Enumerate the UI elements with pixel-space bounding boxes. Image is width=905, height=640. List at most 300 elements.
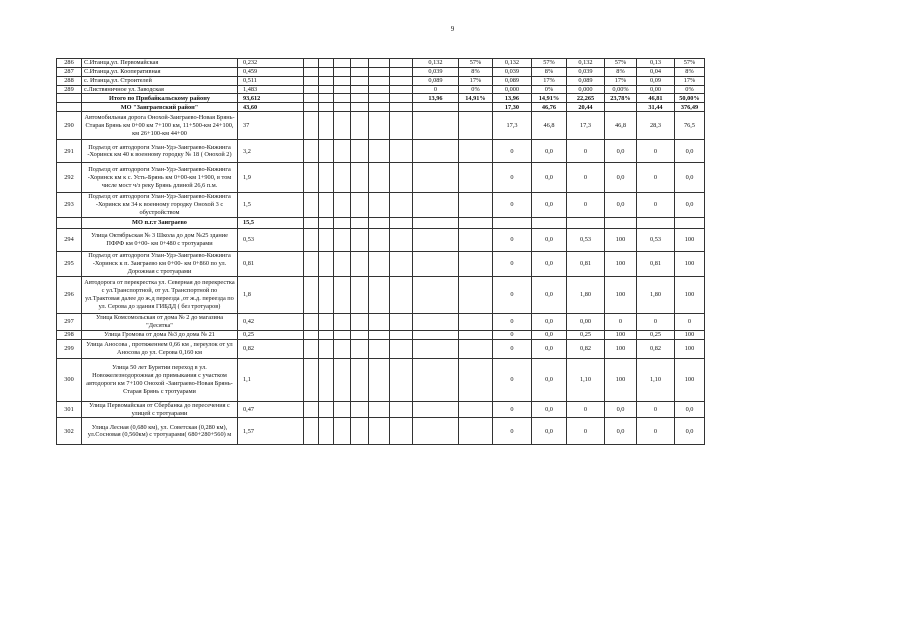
empty-cell <box>334 112 351 140</box>
value-cell: 100 <box>675 277 705 314</box>
value-cell <box>413 330 459 339</box>
row-number-cell: 288 <box>57 76 82 85</box>
road-name-cell: Улица Комсомольская от дома № 2 до магазина "Десятка" <box>82 314 238 331</box>
empty-cell <box>304 339 319 358</box>
empty-cell <box>351 163 369 193</box>
table-row <box>57 401 777 418</box>
value-cell: 0,0 <box>605 418 637 445</box>
value-cell: 0,0 <box>532 193 567 218</box>
value-cell: 17% <box>675 76 705 85</box>
empty-cell <box>369 218 390 229</box>
value-cell: 46,8 <box>605 112 637 140</box>
length-cell: 0,511 <box>238 76 304 85</box>
empty-cell <box>319 140 334 163</box>
value-cell: 0,0 <box>532 358 567 401</box>
empty-cell <box>304 103 319 112</box>
empty-cell <box>334 140 351 163</box>
value-cell: 0 <box>493 163 532 193</box>
value-cell: 57% <box>459 59 493 68</box>
value-cell: 46,81 <box>637 94 675 103</box>
value-cell: 0,132 <box>493 59 532 68</box>
empty-cell <box>304 140 319 163</box>
empty-cell <box>319 229 334 252</box>
value-cell: 14,91% <box>459 94 493 103</box>
value-cell: 0 <box>637 163 675 193</box>
empty-cell <box>369 94 390 103</box>
value-cell: 0 <box>637 401 675 418</box>
value-cell: 17,30 <box>493 103 532 112</box>
road-name-cell: МО "Заиграевский район" <box>82 103 238 112</box>
empty-cell <box>334 277 351 314</box>
empty-cell <box>369 330 390 339</box>
value-cell: 0,0 <box>605 140 637 163</box>
length-cell: 15,5 <box>238 218 304 229</box>
value-cell: 13,96 <box>493 94 532 103</box>
empty-cell <box>369 401 390 418</box>
row-number-cell: 292 <box>57 163 82 193</box>
row-number-cell: 291 <box>57 140 82 163</box>
value-cell: 376,49 <box>675 103 705 112</box>
value-cell: 0,0 <box>675 418 705 445</box>
empty-cell <box>351 140 369 163</box>
value-cell: 100 <box>675 330 705 339</box>
empty-cell <box>351 358 369 401</box>
value-cell: 0,25 <box>637 330 675 339</box>
value-cell: 0,81 <box>637 252 675 277</box>
empty-cell <box>390 67 413 76</box>
value-cell: 0,0 <box>532 330 567 339</box>
empty-cell <box>351 418 369 445</box>
value-cell: 17,3 <box>567 112 605 140</box>
value-cell: 0 <box>637 418 675 445</box>
empty-cell <box>334 76 351 85</box>
empty-cell <box>369 103 390 112</box>
value-cell: 100 <box>675 229 705 252</box>
empty-cell <box>319 163 334 193</box>
value-cell: 0,82 <box>567 339 605 358</box>
table-row <box>57 85 777 94</box>
value-cell: 0 <box>567 401 605 418</box>
table-row <box>57 163 777 193</box>
empty-cell <box>390 85 413 94</box>
empty-cell <box>390 140 413 163</box>
value-cell: 0,039 <box>493 67 532 76</box>
value-cell: 0 <box>493 339 532 358</box>
empty-cell <box>334 401 351 418</box>
row-number-cell <box>57 103 82 112</box>
empty-cell <box>319 401 334 418</box>
value-cell <box>532 218 567 229</box>
value-cell: 0,132 <box>567 59 605 68</box>
empty-cell <box>304 85 319 94</box>
length-cell: 1,5 <box>238 193 304 218</box>
value-cell: 0 <box>637 193 675 218</box>
value-cell <box>413 218 459 229</box>
value-cell: 57% <box>532 59 567 68</box>
row-number-cell: 298 <box>57 330 82 339</box>
empty-cell <box>390 330 413 339</box>
value-cell: 57% <box>675 59 705 68</box>
value-cell <box>413 339 459 358</box>
value-cell: 76,5 <box>675 112 705 140</box>
value-cell: 17% <box>459 76 493 85</box>
road-name-cell: Улица Октябрьская № 3 Школа до дом №25 здание ПФРФ км 0+00- км 0+480 с тротуарами <box>82 229 238 252</box>
row-number-cell: 293 <box>57 193 82 218</box>
value-cell <box>413 314 459 331</box>
value-cell: 0,13 <box>637 59 675 68</box>
value-cell <box>413 277 459 314</box>
value-cell: 0 <box>567 163 605 193</box>
empty-cell <box>304 193 319 218</box>
value-cell <box>459 330 493 339</box>
empty-cell <box>351 94 369 103</box>
value-cell: 31,44 <box>637 103 675 112</box>
empty-cell <box>369 229 390 252</box>
value-cell: 0 <box>675 314 705 331</box>
value-cell <box>459 229 493 252</box>
empty-cell <box>334 103 351 112</box>
road-name-cell: Подъезд от автодороги Улан-Удэ-Заиграево-Кижинга -Хоринск км 40 к военному городку № 18 ( Онохой 2) <box>82 140 238 163</box>
length-cell: 0,42 <box>238 314 304 331</box>
value-cell <box>459 103 493 112</box>
value-cell: 0,0 <box>532 140 567 163</box>
value-cell: 100 <box>605 339 637 358</box>
length-cell: 1,57 <box>238 418 304 445</box>
empty-cell <box>334 59 351 68</box>
length-cell: 93,612 <box>238 94 304 103</box>
value-cell: 100 <box>605 358 637 401</box>
empty-cell <box>369 252 390 277</box>
value-cell: 0,0 <box>605 163 637 193</box>
value-cell: 0,0 <box>532 401 567 418</box>
value-cell: 0,0 <box>675 193 705 218</box>
value-cell: 1,10 <box>637 358 675 401</box>
table-row <box>57 339 777 358</box>
length-cell: 0,459 <box>238 67 304 76</box>
road-name-cell: Подъезд от автодороги Улан-Удэ-Заиграево-Кижинга -Хоринск км к с. Усть-Брянь км 0+00-км 1+900, в том числе мост ч/з реку Брянь длиной 26,6 п.м. <box>82 163 238 193</box>
length-cell: 1,483 <box>238 85 304 94</box>
value-cell: 8% <box>605 67 637 76</box>
value-cell <box>459 218 493 229</box>
road-name-cell: Улица 50 лет Бурятии переход в ул. Новожелезнодорожная до примыкания с участком автодороги км 7+100 Онохой -Заиграево-Новая Брянь-Старая Брянь с тротуарами <box>82 358 238 401</box>
value-cell: 0% <box>675 85 705 94</box>
value-cell: 0 <box>493 358 532 401</box>
value-cell: 46,76 <box>532 103 567 112</box>
empty-cell <box>319 59 334 68</box>
row-number-cell: 299 <box>57 339 82 358</box>
empty-cell <box>351 252 369 277</box>
row-number-cell: 287 <box>57 67 82 76</box>
length-cell: 0,25 <box>238 330 304 339</box>
value-cell: 22,265 <box>567 94 605 103</box>
value-cell: 0 <box>637 314 675 331</box>
value-cell <box>637 218 675 229</box>
value-cell: 0,0 <box>605 193 637 218</box>
table-row <box>57 277 777 314</box>
road-name-cell: с. Итанца,ул. Строителей <box>82 76 238 85</box>
value-cell <box>459 140 493 163</box>
value-cell: 46,8 <box>532 112 567 140</box>
row-number-cell: 286 <box>57 59 82 68</box>
road-name-cell: Улица Первомайская от Сбербанка до пересечения с улицей с тротуарами <box>82 401 238 418</box>
value-cell: 100 <box>605 277 637 314</box>
value-cell <box>459 314 493 331</box>
empty-cell <box>319 218 334 229</box>
value-cell: 8% <box>532 67 567 76</box>
value-cell: 0,0 <box>532 314 567 331</box>
empty-cell <box>304 59 319 68</box>
empty-cell <box>390 218 413 229</box>
value-cell: 0% <box>459 85 493 94</box>
value-cell: 0 <box>493 193 532 218</box>
value-cell: 0,0 <box>532 252 567 277</box>
empty-cell <box>351 314 369 331</box>
row-number-cell: 300 <box>57 358 82 401</box>
value-cell <box>413 112 459 140</box>
value-cell: 0% <box>532 85 567 94</box>
empty-cell <box>351 85 369 94</box>
empty-cell <box>304 358 319 401</box>
row-number-cell <box>57 94 82 103</box>
empty-cell <box>369 418 390 445</box>
value-cell: 0 <box>567 193 605 218</box>
road-name-cell: Подъезд от автодороги Улан-Удэ-Заиграево-Кижинга -Хоринск км 34 к военному городку Онохой 3 с обустройством <box>82 193 238 218</box>
value-cell <box>459 193 493 218</box>
empty-cell <box>369 112 390 140</box>
empty-cell <box>334 85 351 94</box>
road-name-cell: Улица Аносова , протяженнем 0,66 км , переулок от ул Аносова до ул. Серова 0,160 км <box>82 339 238 358</box>
page-number: 9 <box>450 25 455 33</box>
value-cell: 0 <box>567 140 605 163</box>
value-cell <box>459 112 493 140</box>
road-name-cell: С.Итанца,ул. Кооперативная <box>82 67 238 76</box>
value-cell: 0,82 <box>637 339 675 358</box>
value-cell: 100 <box>675 252 705 277</box>
value-cell: 17% <box>605 76 637 85</box>
value-cell <box>459 401 493 418</box>
value-cell: 14,91% <box>532 94 567 103</box>
empty-cell <box>319 330 334 339</box>
empty-cell <box>351 193 369 218</box>
value-cell: 0,04 <box>637 67 675 76</box>
road-name-cell: Автодорога от перекрестка ул. Северная до перекрестка с ул.Транспортной, от ул. Транспортной по ул.Трактовая далее до ж.д переезда ,от ж.д. переезда по ул. Серова до здания ГИБДД ( без тротуаров) <box>82 277 238 314</box>
value-cell: 100 <box>675 358 705 401</box>
empty-cell <box>304 112 319 140</box>
empty-cell <box>390 163 413 193</box>
value-cell: 1,10 <box>567 358 605 401</box>
empty-cell <box>351 401 369 418</box>
empty-cell <box>334 218 351 229</box>
table-row <box>57 76 777 85</box>
table-row <box>57 358 777 401</box>
value-cell: 0 <box>493 229 532 252</box>
value-cell <box>459 252 493 277</box>
value-cell: 0,089 <box>413 76 459 85</box>
empty-cell <box>304 314 319 331</box>
empty-cell <box>319 277 334 314</box>
empty-cell <box>369 76 390 85</box>
empty-cell <box>369 339 390 358</box>
table-row <box>57 94 777 103</box>
value-cell: 0 <box>493 314 532 331</box>
value-cell <box>493 218 532 229</box>
empty-cell <box>334 330 351 339</box>
value-cell: 0,53 <box>567 229 605 252</box>
value-cell: 0,00 <box>567 314 605 331</box>
road-name-cell: Автомобильная дорога Онохой-Заиграево-Новая Брянь-Старая Брянь км 0+00 км 7+100 км, 11+500-км 24+100, км 26+100-км 44+00 <box>82 112 238 140</box>
road-table <box>56 58 777 445</box>
empty-cell <box>319 358 334 401</box>
length-cell: 37 <box>238 112 304 140</box>
empty-cell <box>351 103 369 112</box>
empty-cell <box>319 67 334 76</box>
row-number-cell: 289 <box>57 85 82 94</box>
value-cell <box>567 218 605 229</box>
value-cell <box>459 418 493 445</box>
empty-cell <box>304 401 319 418</box>
empty-cell <box>390 94 413 103</box>
value-cell: 0,81 <box>567 252 605 277</box>
empty-cell <box>369 140 390 163</box>
value-cell: 17,3 <box>493 112 532 140</box>
value-cell <box>413 140 459 163</box>
empty-cell <box>369 85 390 94</box>
value-cell <box>459 277 493 314</box>
empty-cell <box>319 193 334 218</box>
value-cell: 0 <box>493 252 532 277</box>
value-cell: 0,0 <box>532 229 567 252</box>
length-cell: 0,82 <box>238 339 304 358</box>
empty-cell <box>390 193 413 218</box>
empty-cell <box>390 339 413 358</box>
table-row <box>57 314 777 331</box>
value-cell <box>413 193 459 218</box>
empty-cell <box>319 76 334 85</box>
empty-cell <box>334 163 351 193</box>
value-cell: 0,0 <box>675 163 705 193</box>
length-cell: 3,2 <box>238 140 304 163</box>
empty-cell <box>369 277 390 314</box>
value-cell <box>413 358 459 401</box>
value-cell: 0,039 <box>567 67 605 76</box>
empty-cell <box>390 112 413 140</box>
length-cell: 0,53 <box>238 229 304 252</box>
empty-cell <box>369 358 390 401</box>
empty-cell <box>369 163 390 193</box>
empty-cell <box>319 103 334 112</box>
row-number-cell: 295 <box>57 252 82 277</box>
empty-cell <box>390 59 413 68</box>
empty-cell <box>334 229 351 252</box>
road-name-cell: Подъезд от автодороги Улан-Удэ-Заиграево-Кижинга -Хоринск к п. Заиграево км 0+00- км 0+860 по ул. Дорожная с тротуарами <box>82 252 238 277</box>
value-cell: 0,089 <box>493 76 532 85</box>
table-row <box>57 112 777 140</box>
value-cell: 0,25 <box>567 330 605 339</box>
value-cell: 0,000 <box>493 85 532 94</box>
empty-cell <box>319 112 334 140</box>
value-cell <box>413 229 459 252</box>
empty-cell <box>319 94 334 103</box>
value-cell: 1,80 <box>567 277 605 314</box>
table-row <box>57 59 777 68</box>
empty-cell <box>390 229 413 252</box>
table-row <box>57 229 777 252</box>
row-number-cell: 296 <box>57 277 82 314</box>
empty-cell <box>351 330 369 339</box>
value-cell: 0 <box>637 140 675 163</box>
empty-cell <box>390 358 413 401</box>
value-cell: 0,0 <box>532 163 567 193</box>
row-number-cell: 301 <box>57 401 82 418</box>
empty-cell <box>334 314 351 331</box>
value-cell: 20,44 <box>567 103 605 112</box>
empty-cell <box>351 59 369 68</box>
value-cell: 0,00% <box>605 85 637 94</box>
value-cell: 8% <box>459 67 493 76</box>
empty-cell <box>390 277 413 314</box>
road-name-cell: С.Итанца,ул. Первомайская <box>82 59 238 68</box>
value-cell: 100 <box>675 339 705 358</box>
empty-cell <box>334 193 351 218</box>
empty-cell <box>351 76 369 85</box>
empty-cell <box>304 418 319 445</box>
table-row <box>57 252 777 277</box>
empty-cell <box>304 252 319 277</box>
length-cell: 0,47 <box>238 401 304 418</box>
empty-cell <box>390 103 413 112</box>
value-cell: 0 <box>493 401 532 418</box>
value-cell: 0,039 <box>413 67 459 76</box>
empty-cell <box>304 163 319 193</box>
empty-cell <box>334 94 351 103</box>
value-cell: 13,96 <box>413 94 459 103</box>
table-row <box>57 418 777 445</box>
empty-cell <box>304 229 319 252</box>
empty-cell <box>334 67 351 76</box>
road-name-cell: Улица Лесная (0,680 км), ул. Советская (0,280 км), ул.Сосновая (0,560км) с тротуарами( 680+280+560) м <box>82 418 238 445</box>
value-cell: 0 <box>493 418 532 445</box>
empty-cell <box>369 67 390 76</box>
value-cell: 17% <box>532 76 567 85</box>
row-number-cell: 302 <box>57 418 82 445</box>
empty-cell <box>319 252 334 277</box>
value-cell <box>459 339 493 358</box>
road-name-cell: МО п.г.т Заиграево <box>82 218 238 229</box>
empty-cell <box>304 277 319 314</box>
empty-cell <box>369 314 390 331</box>
value-cell: 100 <box>605 330 637 339</box>
empty-cell <box>334 418 351 445</box>
table-row <box>57 193 777 218</box>
value-cell: 0,0 <box>532 418 567 445</box>
value-cell: 0,0 <box>605 401 637 418</box>
value-cell <box>413 103 459 112</box>
empty-cell <box>319 85 334 94</box>
value-cell <box>413 418 459 445</box>
empty-cell <box>319 418 334 445</box>
empty-cell <box>390 401 413 418</box>
row-number-cell <box>57 218 82 229</box>
empty-cell <box>390 418 413 445</box>
value-cell: 8% <box>675 67 705 76</box>
value-cell: 0,0 <box>675 401 705 418</box>
table-row <box>57 103 777 112</box>
road-name-cell: Улица Громова от дома №3 до дома № 21 <box>82 330 238 339</box>
empty-cell <box>390 76 413 85</box>
length-cell: 1,9 <box>238 163 304 193</box>
value-cell: 0 <box>493 277 532 314</box>
empty-cell <box>304 94 319 103</box>
